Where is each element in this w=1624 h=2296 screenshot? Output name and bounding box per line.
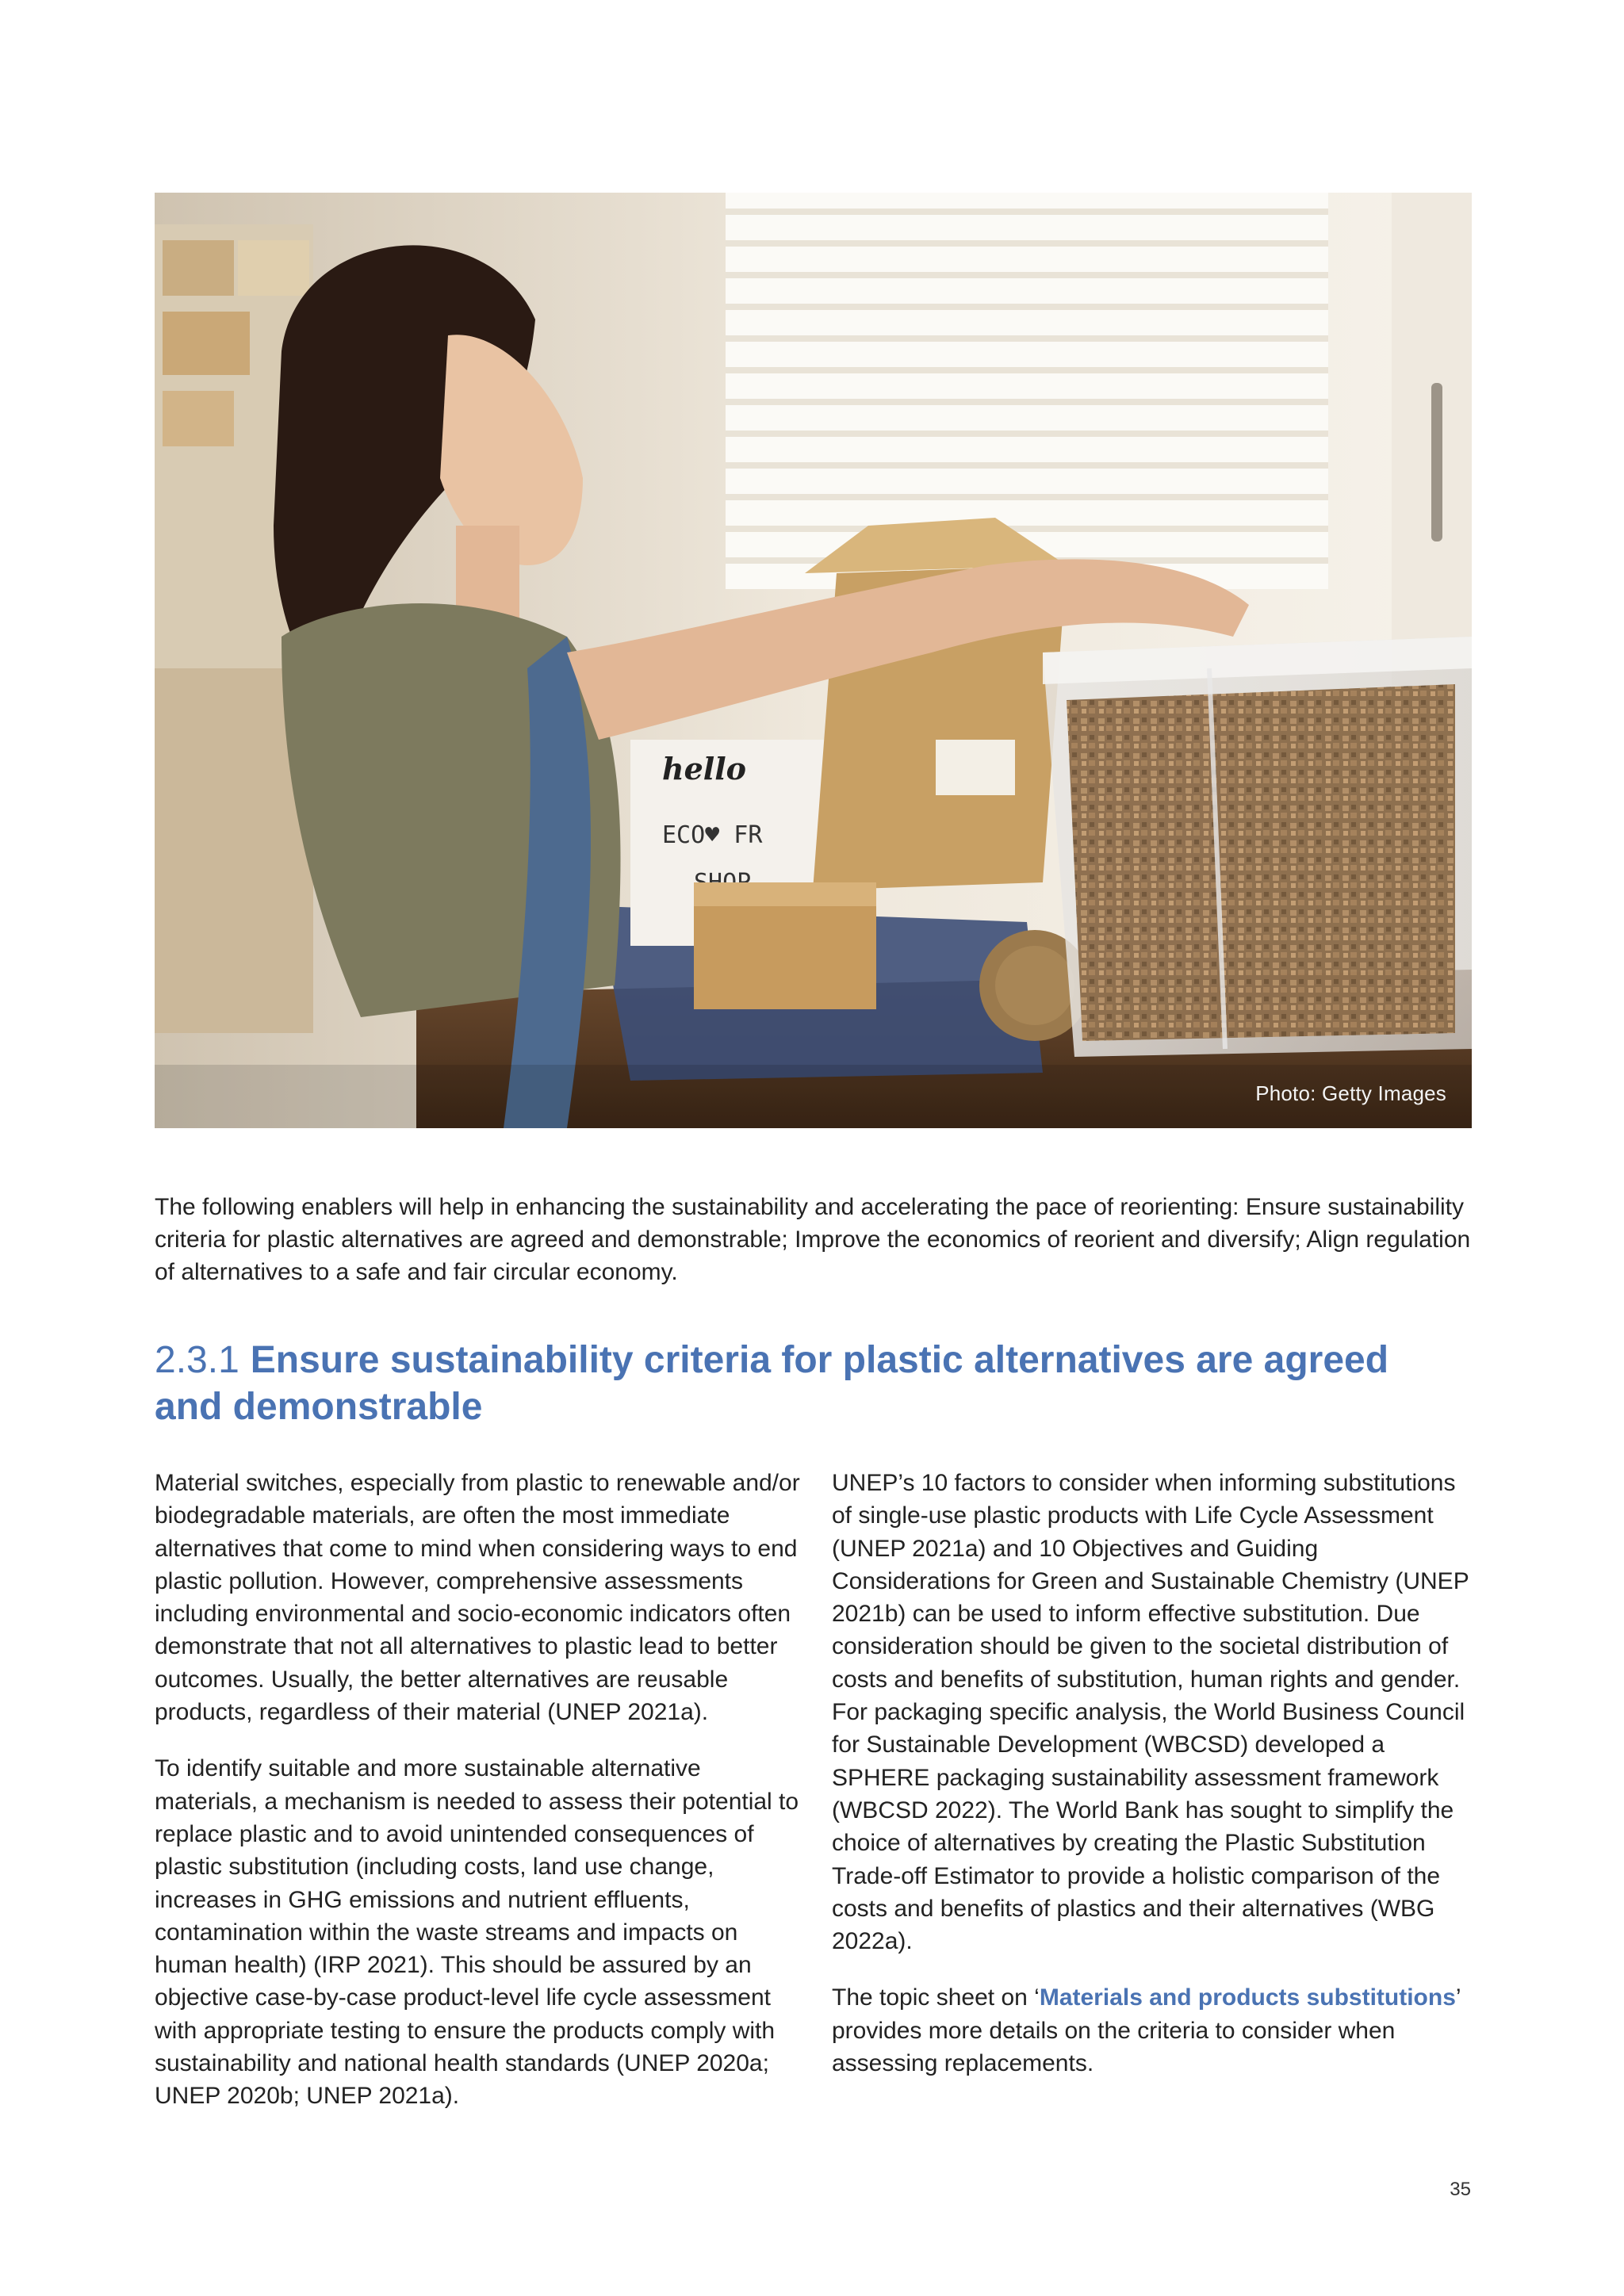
section-heading	[155, 1337, 1392, 1430]
topic-sheet-suffix: ’ provides more details on the criteria to consider when assessing replacements.	[832, 1984, 1461, 2077]
materials-substitutions-link[interactable]: Materials and products substitutions	[1039, 1984, 1456, 2011]
photo-illustration	[155, 193, 1472, 1128]
section-number: 2.3.1	[155, 1339, 239, 1381]
right-column	[832, 1467, 1474, 2103]
right-paragraph-2	[832, 1981, 1474, 2080]
left-paragraph-1: Material switches, especially from plastic to renewable and/or biodegradable materials, are often the most immediate alternatives that come to mind when considering ways to end plastic pollution. However, comprehensive assessments including environmental and socio-economic indicators often demonstrate that not all alternatives to plastic lead to better outcomes. Usually, the better alternatives are reusable products, regardless of their material (UNEP 2021a).	[155, 1470, 800, 1726]
section-title: Ensure sustainability criteria for plastic alternatives are agreed and demonstrable	[155, 1339, 1389, 1428]
left-column	[155, 1467, 805, 2137]
topic-sheet-prefix: The topic sheet on ‘	[832, 1984, 1040, 2011]
intro-paragraph: The following enablers will help in enhancing the sustainability and accelerating the pace of reorienting: Ensure sustainability criteria for plastic alternatives are agreed and demonstrable; Improve the economics of reorient and diversify; Align regulation of alternatives to a safe and fair circular economy.	[155, 1194, 1471, 1285]
sign-hello-text: hello	[662, 751, 747, 786]
page-number: 35	[1450, 2179, 1471, 2200]
hero-photo	[155, 193, 1472, 1128]
right-paragraph-1: UNEP’s 10 factors to consider when informing substitutions of single-use plastic products with Life Cycle Assessment (UNEP 2021a) and 10 Objectives and Guiding Considerations for Green and Sustainable Chemistry (UNEP 2021b) can be used to inform effective substitution. Due consideration should be given to the societal distribution of costs and benefits of substitution, human rights and gender. For packaging specific analysis, the World Business Council for Sustainable Development (WBCSD) developed a SPHERE packaging sustainability assessment framework (WBCSD 2022). The World Bank has sought to simplify the choice of alternatives by creating the Plastic Substitution Trade-off Estimator to provide a holistic comparison of the costs and benefits of plastics and their alternatives (WBG 2022a).	[832, 1470, 1469, 1955]
photo-credit: Photo: Getty Images	[1255, 1081, 1446, 1105]
sign-eco-text: ECO♥ FR	[662, 821, 763, 849]
left-paragraph-2: To identify suitable and more sustainable alternative materials, a mechanism is needed to assess their potential to replace plastic and to avoid unintended consequences of plastic substitution (including costs, land use change, increases in GHG emissions and nutrient effluents, contamination within the waste streams and impacts on human health) (IRP 2021). This should be assured by an objective case-by-case product-level life cycle assessment with appropriate testing to ensure the products comply with sustainability and national health standards (UNEP 2020a; UNEP 2020b; UNEP 2021a).	[155, 1755, 799, 2110]
